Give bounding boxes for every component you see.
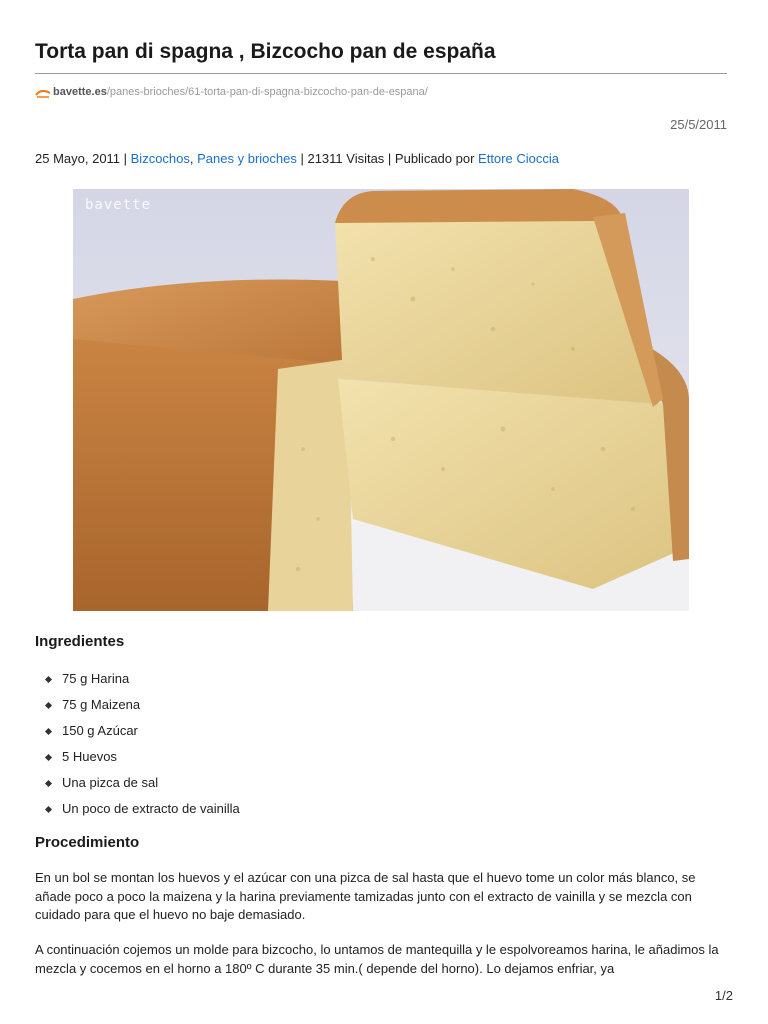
diamond-bullet-icon <box>45 702 52 709</box>
diamond-bullet-icon <box>45 806 52 813</box>
visits-count: | 21311 Visitas | Publicado por <box>296 151 479 166</box>
photo-watermark: bavette <box>85 197 152 213</box>
bavette-logo-icon <box>35 86 51 98</box>
ingredient-text: 75 g Maizena <box>62 697 141 712</box>
diamond-bullet-icon <box>45 754 52 761</box>
print-date: 25/5/2011 <box>670 117 727 132</box>
source-line[interactable] <box>35 84 428 100</box>
post-date: 25 Mayo, 2011 | <box>35 151 131 166</box>
procedure-paragraph-1: En un bol se montan los huevos y el azúcar con una pizca de sal hasta que el huevo tome un color más blanco, se añade poco a poco la maizena y la harina previamente tamizadas junto con el extracto de vainilla y se mezcla con cuidado para que el huevo no baje demasiado. <box>35 870 696 922</box>
category-link-panes[interactable]: Panes y brioches <box>197 151 297 166</box>
source-path[interactable]: /panes-brioches/61-torta-pan-di-spagna-bizcocho-pan-de-espana/ <box>106 86 428 98</box>
list-item <box>46 744 240 770</box>
title-divider <box>35 73 727 74</box>
list-item <box>46 796 240 822</box>
page-number: 1/2 <box>714 988 733 1003</box>
list-item <box>46 692 240 718</box>
source-domain[interactable]: bavette.es <box>53 86 107 98</box>
category-link-bizcochos[interactable]: Bizcochos <box>130 151 190 166</box>
post-meta <box>35 150 559 168</box>
list-item <box>46 718 240 744</box>
ingredients-heading: Ingredientes <box>35 633 125 650</box>
ingredient-text: Una pizca de sal <box>62 775 159 790</box>
category-separator: , <box>189 151 198 166</box>
sponge-cake-image <box>73 189 689 611</box>
ingredient-text: 75 g Harina <box>62 671 130 686</box>
procedure-heading: Procedimiento <box>35 834 140 851</box>
page-title: Torta pan di spagna , Bizcocho pan de españa <box>35 40 496 63</box>
list-item <box>46 666 240 692</box>
list-item <box>46 770 240 796</box>
ingredient-text: 5 Huevos <box>62 749 117 764</box>
cake-photo <box>73 189 689 611</box>
ingredient-text: 150 g Azúcar <box>62 723 138 738</box>
diamond-bullet-icon <box>45 676 52 683</box>
ingredient-text: Un poco de extracto de vainilla <box>62 801 240 816</box>
diamond-bullet-icon <box>45 780 52 787</box>
ingredients-list <box>46 666 240 822</box>
author-link[interactable]: Ettore Cioccia <box>478 151 559 166</box>
diamond-bullet-icon <box>45 728 52 735</box>
procedure-paragraph-2: A continuación cojemos un molde para bizcocho, lo untamos de mantequilla y le espolvoreamos harina, le añadimos la mezcla y cocemos en el horno a 180º C durante 35 min.( depende del horno). Lo dejamos enfriar, ya <box>35 942 719 976</box>
